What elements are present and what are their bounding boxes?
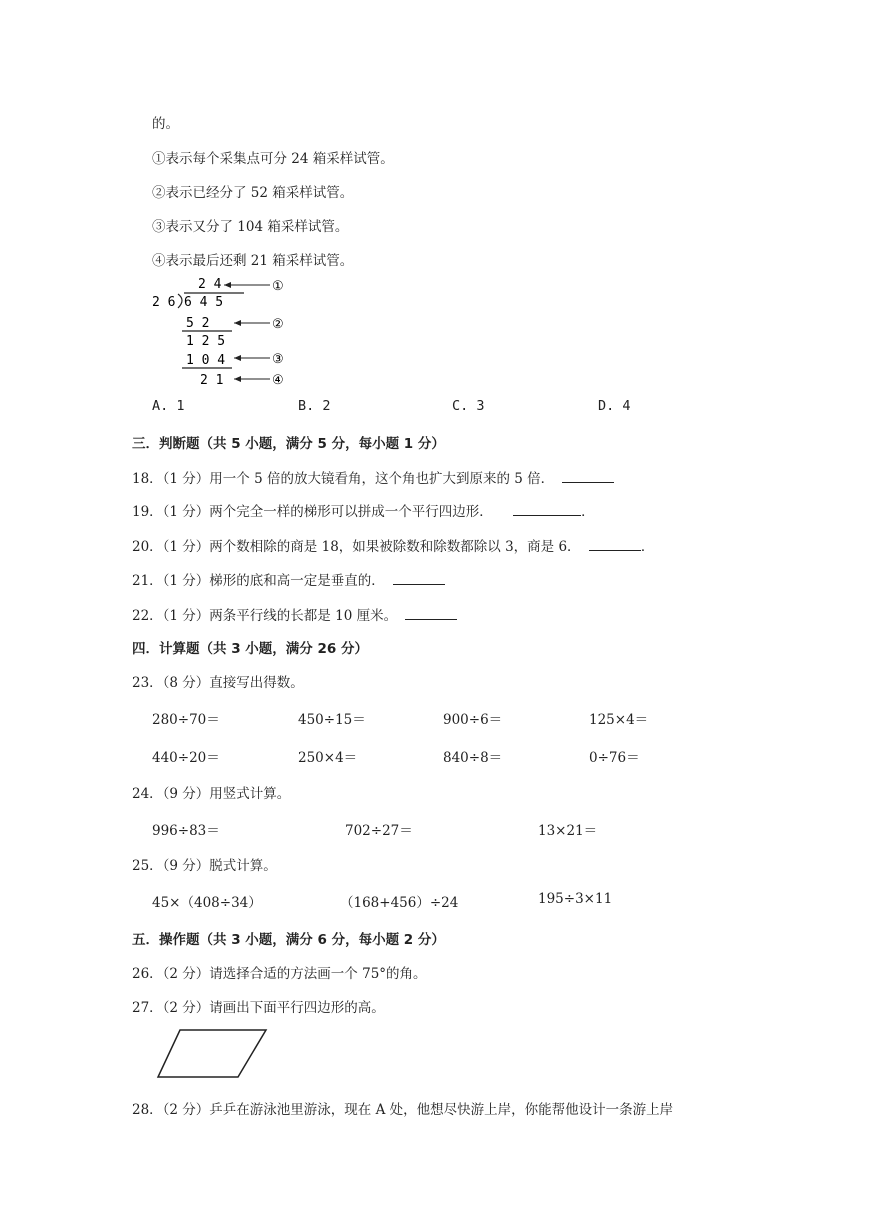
marker-1: ①: [272, 279, 284, 294]
marker-2: ②: [272, 317, 284, 332]
question-tail: 的。: [152, 116, 179, 132]
option-2: ②表示已经分了 52 箱采样试管。: [152, 185, 354, 201]
remainder1: 1 2 5: [186, 334, 226, 349]
question-20-end: ．: [640, 539, 655, 555]
answer-blank-19[interactable]: [513, 503, 581, 516]
oral-calc-item: 280÷70＝: [152, 712, 220, 728]
stepwise-calc-item: 195÷3×11: [538, 891, 613, 907]
question-21-text: 21．（1 分）梯形的底和高一定是垂直的．: [132, 573, 385, 589]
vertical-calc-item: 13×21＝: [538, 823, 598, 839]
choice-a[interactable]: A. 1: [152, 398, 185, 414]
step1-product: 5 2: [186, 316, 210, 331]
parallelogram-figure: [150, 1026, 275, 1082]
vertical-calc-item: 996÷83＝: [152, 823, 220, 839]
stepwise-calc-item: 45×（408÷34）: [152, 895, 262, 911]
oral-calc-item: 450÷15＝: [298, 712, 366, 728]
question-25: 25．（9 分）脱式计算。: [132, 858, 277, 874]
question-22-text: 22．（1 分）两条平行线的长都是 10 厘米。: [132, 608, 398, 624]
section5-heading: 五．操作题（共 3 小题，满分 6 分，每小题 2 分）: [132, 932, 445, 948]
remainder2: 2 1: [200, 373, 224, 388]
option-4: ④表示最后还剩 21 箱采样试管。: [152, 253, 354, 269]
question-28: 28．（2 分）乒乒在游泳池里游泳，现在 A 处，他想尽快游上岸，你能帮他设计一条游上岸: [132, 1102, 674, 1118]
dividend: 6 4 5: [184, 295, 224, 310]
answer-blank-22[interactable]: [405, 607, 457, 620]
oral-calc-item: 250×4＝: [298, 750, 358, 766]
question-24: 24．（9 分）用竖式计算。: [132, 786, 291, 802]
question-20: [132, 535, 654, 555]
oral-calc-item: 840÷8＝: [443, 750, 503, 766]
stepwise-calc-item: （168+456）÷24: [340, 895, 459, 911]
oral-calc-item: 440÷20＝: [152, 750, 220, 766]
answer-blank-21[interactable]: [393, 572, 445, 585]
choice-c[interactable]: C. 3: [452, 398, 485, 414]
choice-b[interactable]: B. 2: [298, 398, 331, 414]
section3-heading: 三．判断题（共 5 小题，满分 5 分，每小题 1 分）: [132, 436, 445, 452]
option-1: ①表示每个采集点可分 24 箱采样试管。: [152, 151, 394, 167]
answer-blank-18[interactable]: [562, 470, 614, 483]
question-18: [132, 467, 614, 487]
question-19-text: 19．（1 分）两个完全一样的梯形可以拼成一个平行四边形．: [132, 504, 493, 520]
divisor: 2 6: [152, 295, 176, 310]
question-18-text: 18．（1 分）用一个 5 倍的放大镜看角，这个角也扩大到原来的 5 倍．: [132, 471, 555, 487]
oral-calc-item: 0÷76＝: [589, 750, 640, 766]
oral-calc-item: 125×4＝: [589, 712, 649, 728]
marker-4: ④: [272, 373, 284, 388]
option-3: ③表示又分了 104 箱采样试管。: [152, 219, 349, 235]
question-19-end: ．: [581, 504, 595, 520]
oral-calc-item: 900÷6＝: [443, 712, 503, 728]
question-22: [132, 604, 457, 624]
choice-d[interactable]: D. 4: [598, 398, 631, 414]
quotient: 2 4: [198, 277, 222, 292]
vertical-calc-item: 702÷27＝: [345, 823, 413, 839]
answer-blank-20[interactable]: [589, 538, 641, 551]
marker-3: ③: [272, 352, 284, 367]
step2-product: 1 0 4: [186, 353, 226, 368]
question-21: [132, 569, 445, 589]
question-19: [132, 500, 595, 520]
question-26: 26．（2 分）请选择合适的方法画一个 75°的角。: [132, 966, 427, 982]
long-division-figure: [148, 272, 308, 390]
question-27: 27．（2 分）请画出下面平行四边形的高。: [132, 1000, 385, 1016]
section4-heading: 四．计算题（共 3 小题，满分 26 分）: [132, 641, 368, 657]
question-20-text: 20．（1 分）两个数相除的商是 18，如果被除数和除数都除以 3，商是 6．: [132, 539, 581, 555]
question-23: 23．（8 分）直接写出得数。: [132, 675, 304, 691]
